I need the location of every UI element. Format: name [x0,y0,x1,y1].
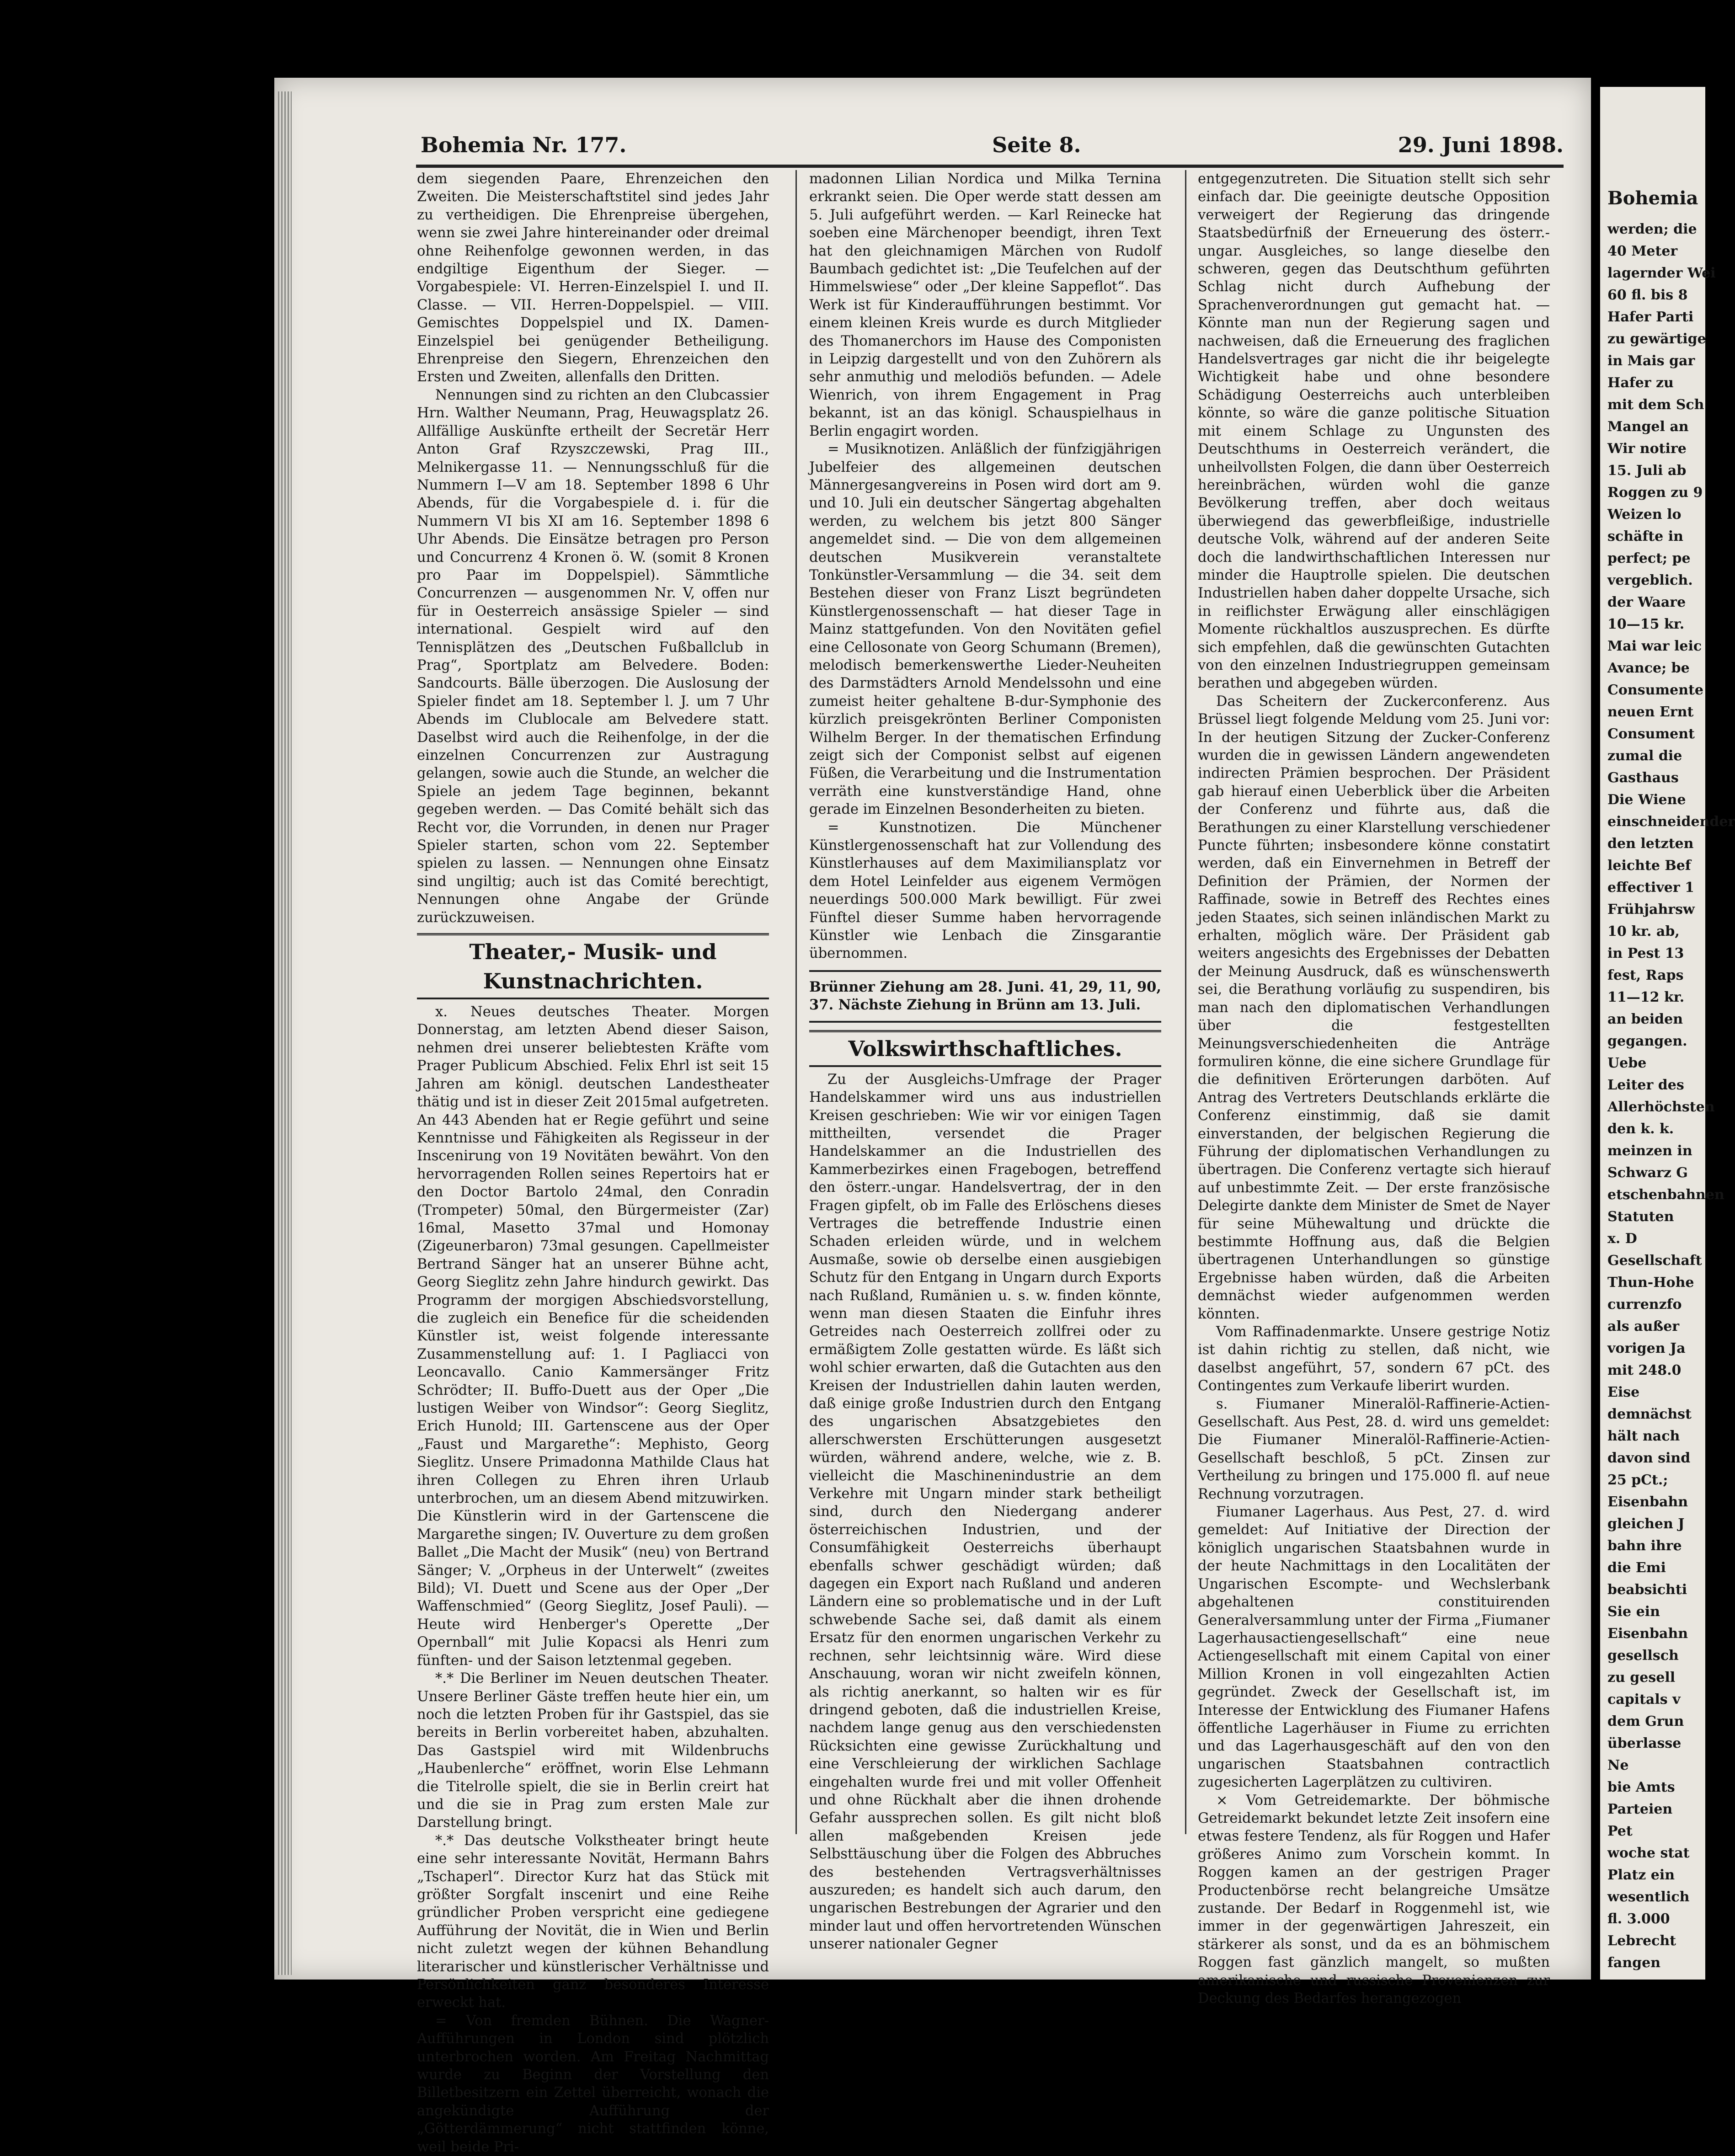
adjacent-page-line: werden; die [1607,221,1697,237]
adjacent-page-line: neuen Ernt [1607,704,1694,720]
adjacent-page-line: Gesellschaft [1607,1253,1702,1269]
adjacent-page-line: x. D [1607,1231,1637,1247]
adjacent-page-line: zu gesell [1607,1670,1676,1686]
article-berliner: *.* Die Berliner im Neuen deutschen Theater. Unsere Berliner Gäste treffen heute hier ein, um noch die letzten Proben für ihr Gastspiel, das sie bereits in Berlin vorbereitet haben, abzuhalten. Das Gastspiel wird mit Wildenbruchs „Haubenlerche“ eröffnet, worin Else Lehmann die Titelrolle spielt, die sie in Berlin creirt hat und die sie in Prag zum ersten Male zur Darstellung bringt. [417,1670,769,1831]
adjacent-page-line: Hafer Parti [1607,309,1694,325]
tennis-entries-text: Nennungen sind zu richten an den Clubcassier Hrn. Walther Neumann, Prag, Heuwagsplatz 26. Allfällige Auskünfte ertheilt der Secretär Herr Anton Graf Rzyszczewski, Prag III., Melnikergasse 11. — Nennungsschluß für die Nummern I—V am 18. September 1898 6 Uhr Abends, für die Vorgabespiele d. i. für die Nummern VI bis XI am 16. September 1898 6 Uhr Abends. Die Einsätze betragen pro Person und Concurrenz 4 Kronen ö. W. (somit 8 Kronen pro Paar im Doppelspiel). Sämmtliche Concurrenzen — ausgenommen Nr. V, offen nur für in Oesterreich ansässige Spieler — sind international. Gespielt wird auf den Tennisplätzen des „Deutschen Fußballclub in Prag“, Sportplatz am Belvedere. Boden: Sandcourts. Bälle überzogen. Die Auslosung der Spieler findet am 18. September l. J. um 7 Uhr Abends im Clublocale am Belvedere statt. Daselbst wird auch die Reihenfolge, in der die einzelnen Concurrenzen zur Austragung gelangen, sowie auch die Stunde, an welcher die Spiele an jedem Tage beginnen, bekannt gegeben werden. — Das Comité behält sich das Recht vor, die Vorrunden, in denen nur Prager Spieler starten, schon vom 22. September spielen zu lassen. — Nennungen ohne Einsatz sind ungiltig; auch ist das Comité berechtigt, Nennungen ohne Angabe der Gründe zurückzuweisen. [417,387,769,926]
article-musiknotizen: = Musiknotizen. Anläßlich der fünfzigjährigen Jubelfeier des allgemeinen deutschen Männergesangvereins in Posen wird dort am 9. und 10. Juli ein deutscher Sängertag abgehalten werden, zu welchem bis jetzt 800 Sänger angemeldet sind. — Die von dem allgemeinen deutschen Musikverein veranstaltete Tonkünstler-Versammlung — die 34. seit dem Bestehen dieser von Franz Liszt begründeten Künstlergenossenschaft — hat dieser Tage in Mainz stattgefunden. Von den Novitäten gefiel eine Cellosonate von Georg Schumann (Bremen), melodisch bemerkenswerthe Lieder-Neuheiten des Darmstädters Arnold Mendelssohn und eine zumeist heiter gehaltene B-dur-Symphonie des kürzlich preisgekrönten Berliner Componisten Wilhelm Berger. In der thematischen Erfindung zeigt sich der Componist selbst auf eigenen Füßen, die Verarbeitung und die Instrumentation verräth eine kunstverständige Hand, ohne gerade im Einzelnen Besonderheiten zu bieten. [809,441,1161,818]
article-raffinadenmarkt: Vom Raffinadenmarkte. Unsere gestrige Notiz ist dahin richtig zu stellen, daß nicht, wie daselbst angeführt, 57, sondern 67 pCt. des Contingentes zum Verkaufe liberirt wurden. [1198,1324,1550,1394]
adjacent-page-line: Thun-Hohe [1607,1275,1694,1291]
adjacent-page-line: Gasthaus [1607,770,1679,786]
adjacent-page-line: wesentlich [1607,1889,1690,1905]
adjacent-page-line: lagernder Wei [1607,265,1716,281]
adjacent-page-lines [1600,219,1735,1974]
adjacent-page-line: Weizen lo [1607,507,1682,523]
lottery-notice: Brünner Ziehung am 28. Juni. 41, 29, 11, 90, 37. Nächste Ziehung in Brünn am 13. Juli. [809,970,1161,1023]
adjacent-page-line: Avance; be [1607,660,1690,676]
adjacent-page-line: Consumente [1607,682,1703,698]
adjacent-page-line: gesellsch [1607,1648,1679,1664]
article-fremde-buehnen: = Von fremden Bühnen. Die Wagner-Aufführungen in London sind plötzlich unterbrochen worden. Am Freitag Nachmittag wurde zu Beginn der Vorstellung den Billetbesitzern ein Zettel überreicht, wonach die angekündigte Aufführung der „Götterdämmerung“ nicht stattfinden könne, weil beide Pri- [417,2012,769,2155]
adjacent-page-line: in Pest 13 [1607,945,1684,961]
article-lagerhaus: Fiumaner Lagerhaus. Aus Pest, 27. d. wird gemeldet: Auf Initiative der Direction der königlich ungarischen Staatsbahnen wurde in der heute Nachmittags in den Localitäten der Ungarischen Escompte- und Wechslerbank abgehaltenen constituirenden Generalversammlung unter der Firma „Fiumaner Lagerhausactiengesellschaft“ eine neue Actiengesellschaft mit einem Capital von einer Million Kronen in voll eingezahlten Actien gegründet. Zweck der Gesellschaft ist, im Interesse der Entwicklung des Fiumaner Hafens öffentliche Lagerhäuser in Fiume zu errichten und das Lagerhausgeschäft auf den von den ungarischen Staatsbahnen contractlich zugesicherten Lagerplätzen zu cultiviren. [1198,1504,1550,1791]
section-title-economy: Volkswirthschaftliches. [809,1030,1161,1067]
adjacent-page-line: Leiter des [1607,1077,1684,1093]
column-rule-2 [1185,170,1186,1834]
adjacent-page-line: zumal die [1607,748,1682,764]
adjacent-page-line: gleichen J [1607,1516,1685,1532]
adjacent-page-line: mit dem Sch [1607,397,1704,413]
adjacent-page-line: Ne [1607,1757,1629,1773]
adjacent-page-line: Mai war leic [1607,638,1702,654]
adjacent-page-line: capitals v [1607,1692,1681,1708]
adjacent-page-line: etschenbahnen [1607,1187,1724,1203]
header-center: Seite 8. [992,133,1081,157]
adjacent-page-line: Consument [1607,726,1695,742]
header-rule [416,165,1564,168]
adjacent-page-line: davon sind [1607,1450,1691,1466]
adjacent-page-line: hält nach [1607,1428,1680,1444]
column-3 [1198,170,1550,2007]
adjacent-page-line: schäfte in [1607,528,1683,544]
adjacent-page-line: den letzten [1607,836,1694,852]
adjacent-page-line: der Waare [1607,594,1686,610]
article-ausgleich: Zu der Ausgleichs-Umfrage der Prager Handelskammer wird uns aus industriellen Kreisen geschrieben: Wie wir vor einigen Tagen mittheilten, versendet die Prager Handelskammer an die Industriellen des Kammerbezirkes einen Fragebogen, betreffend den österr.-ungar. Handelsvertrag, der in den Fragen gipfelt, ob im Falle des Erlöschens dieses Vertrages die betreffende Industrie einen Schaden erleiden würde, und in welchem Ausmaße, sowie ob derselbe einen ausgiebigen Schutz für den Entgang in Ungarn durch Exports nach Rußland, Rumänien u. s. w. finden könnte, wenn man diesen Staaten die Einfuhr ihres Getreides nach Oesterreich zollfrei oder zu ermäßigtem Zolle gestatten würde. Es läßt sich wohl schier erwarten, daß die Gutachten aus den Kreisen der Industriellen dahin lauten werden, daß einige große Industrien durch den Entgang des ungarischen Absatzgebietes den allerschwersten Erschütterungen ausgesetzt würden, während andere, welche, wie z. B. vielleicht die Maschinenindustrie an dem Verkehre mit Ungarn minder stark betheiligt sind, durch den Niedergang anderer österreichischen Industrien, und der Consumfähigkeit Oesterreichs überhaupt ebenfalls schwer geschädigt würden; daß dagegen ein Export nach Rußland und anderen Ländern eine so problematische und in der Luft schwebende Sache sei, daß damit als einem Ersatz für den enormen ungarischen Verkehr zu rechnen, sehr leichtsinnig wäre. Wird diese Anschauung, woran wir nicht zweifeln können, als richtig anerkannt, so halten wir es für dringend geboten, daß die industriellen Kreise, nachdem lange genug aus den verschiedensten Rücksichten eine gewisse Zurückhaltung und eine Verschleierung der wirklichen Sachlage eingehalten wurde frei und mit voller Offenheit und ohne Rückhalt aber die ihnen drohende Gefahr aussprechen sollen. Es gilt nicht bloß allen maßgebenden Kreisen jede Selbsttäuschung über die Folgen des Abbruches des bestehenden Vertragsverhältnisses auszureden; es handelt sich auch darum, den ungarischen Bestrebungen der Agrarier und den minder laut und offen hervortretenden Wünschen unserer nationaler Gegner [809,1071,1161,1953]
adjacent-page-line: 10 kr. ab, [1607,923,1680,939]
adjacent-page-line: vorigen Ja [1607,1340,1686,1356]
column-1 [417,170,769,2155]
adjacent-page-line: als außer [1607,1318,1680,1334]
adjacent-page-line: 40 Meter [1607,243,1678,259]
adjacent-page-line: gegangen. [1607,1033,1687,1049]
adjacent-page-line: Schwarz G [1607,1165,1688,1181]
section-title-theater: Theater,- Musik- und Kunstnachrichten. [417,933,769,999]
header-left: Bohemia Nr. 177. [421,133,627,157]
adjacent-page-line: 11—12 kr. [1607,989,1685,1005]
adjacent-page-line: perfect; pe [1607,550,1691,566]
adjacent-page-line: currenzfo [1607,1297,1682,1313]
adjacent-page-line: 60 fl. bis 8 [1607,287,1688,303]
adjacent-page-header: Bohemia [1607,187,1698,209]
page-stack-edge [278,91,292,1975]
adjacent-page-line: vergeblich. [1607,572,1693,588]
adjacent-page-line: effectiver 1 [1607,880,1694,896]
page-header [421,133,1564,165]
adjacent-page-line: meinzen in [1607,1143,1692,1159]
adjacent-page-line: fangen [1607,1955,1661,1971]
adjacent-page-line: Statuten [1607,1209,1674,1225]
adjacent-page-line: bie Amts [1607,1779,1675,1795]
article-zuckerconferenz: Das Scheitern der Zuckerconferenz. Aus Brüssel liegt folgende Meldung vom 25. Juni vor: In der heutigen Sitzung der Zucker-Conferenz wurden die in gewissen Ländern angewendeten indirecten Prämien besprochen. Der Präsident gab hierauf einen Ueberblick über die Arbeiten der Conferenz und führte aus, daß die Berathungen zu einer Klarstellung verschiedener Puncte führten; insbesondere könne constatirt werden, daß ein Einvernehmen in Betreff der Definition der Prämien, der Normen der Raffinade, sowie in Betreff des Rechtes eines jeden Staates, sich seinen inländischen Markt zu erhalten, möglich wäre. Der Präsident gab weiters angesichts des Ergebnisses der Debatten der Meinung Ausdruck, daß es wünschenswerth sei, die Berathung vorläufig zu suspendiren, bis man nach den diplomatischen Verhandlungen über die festgestellten Meinungsverschiedenheiten die Anträge formuliren könne, die eine sichere Grundlage für die definitiven Erörterungen darböten. Auf Antrag des Vertreters Deutschlands erklärte die Conferenz einstimmig, daß sie damit einverstanden, der belgischen Regierung die Führung der diplomatischen Verhandlungen zu übertragen. Die Conferenz vertagte sich hierauf auf unbestimmte Zeit. — Der erste französische Delegirte dankte dem Minister de Smet de Nayer für seine Mühewaltung und drückte die bestimmte Hoffnung aus, daß die Belgien übertragenen Unterhandlungen so günstige Ergebnisse haben würden, daß die Arbeiten demnächst wieder aufgenommen werden könnten. [1198,693,1550,1322]
adjacent-page-line: Eisenbahn [1607,1494,1688,1510]
adjacent-page-line: Die Wiene [1607,792,1686,808]
adjacent-page-line: Allerhöchsten [1607,1099,1715,1115]
adjacent-page-line: 25 pCt.; [1607,1472,1668,1488]
adjacent-page-line: Lebrecht [1607,1933,1676,1949]
adjacent-page-line: an beiden [1607,1011,1683,1027]
adjacent-page-line: beabsichti [1607,1582,1687,1598]
adjacent-page [1600,87,1735,1980]
article-getreidemarkt: × Vom Getreidemarkte. Der böhmische Getreidemarkt bekundet letzte Zeit insofern eine etwas festere Tendenz, als für Roggen und Hafer größeres Animo zum Vorschein kommt. In Roggen kamen an der gestrigen Prager Productenbörse recht belangreiche Umsätze zustande. Der Bedarf in Roggenmehl ist, wie immer in der gegenwärtigen Jahreszeit, ein stärkerer als sonst, und da es an böhmischem Roggen fast gänzlich mangelt, so mußten amerikanische und russische Provenienzen zur Deckung des Bedarfes herangezogen [1198,1792,1550,2007]
article-volkstheater: *.* Das deutsche Volkstheater bringt heute eine sehr interessante Novität, Hermann Bahrs „Tschaperl“. Director Kurz hat das Stück mit größter Sorgfalt inscenirt und eine Reihe gründlicher Proben verspricht eine gediegene Aufführung der Novität, die in Wien und Berlin nicht zuletzt wegen der kühnen Behandlung literarischer und künstlerischer Verhältnisse und Persönlichkeiten ganz besonderes Interesse erweckt hat. [417,1832,769,2011]
article-neues-theater: x. Neues deutsches Theater. Morgen Donnerstag, am letzten Abend dieser Saison, nehmen drei unserer beliebtesten Kräfte vom Prager Publicum Abschied. Felix Ehrl ist seit 15 Jahren am königl. deutschen Landestheater thätig und ist in dieser Zeit 2015mal aufgetreten. An 443 Abenden hat er Regie geführt und seine Kenntnisse und Fähigkeiten als Regisseur in der Inscenirung von 19 Novitäten bewährt. Von den hervorragenden Rollen seines Repertoirs hat er den Doctor Bartolo 24mal, den Conradin (Trompeter) 50mal, den Bürgermeister (Zar) 16mal, Masetto 37mal und Homonay (Zigeunerbaron) 73mal gesungen. Capellmeister Bertrand Sänger hat an unserer Bühne acht, Georg Sieglitz zehn Jahre hindurch gewirkt. Das Programm der morgigen Abschiedsvorstellung, die zugleich ein Benefice für die scheidenden Künstler ist, weist folgende interessante Zusammenstellung auf: 1. I Pagliacci von Leoncavallo. Canio Kammersänger Fritz Schrödter; II. Buffo-Duett aus der Oper „Die lustigen Weiber von Windsor“: Georg Sieglitz, Erich Hunold; III. Gartenscene aus der Oper „Faust und Margarethe“: Mephisto, Georg Sieglitz. Unsere Primadonna Mathilde Claus hat ihren Collegen zu Ehren ihren Urlaub unterbrochen, um an diesem Abend mitzuwirken. Die Künstlerin wird in der Gartenscene die Margarethe singen; IV. Ouverture zu dem großen Ballet „Die Macht der Musik“ (neu) von Bertrand Sänger; V. „Orpheus in der Unterwelt“ (zweites Bild); VI. Duett und Scene aus der Oper „Der Waffenschmied“ (Georg Sieglitz, Josef Pauli). — Heute wird Henberger's Operette „Der Opernball“ mit Julie Kopacsi als Henri zum fünften- und der Saison letztenmal gegeben. [417,1004,769,1669]
adjacent-page-line: leichte Bef [1607,858,1691,874]
adjacent-page-line: Parteien [1607,1801,1673,1817]
adjacent-page-line: 10—15 kr. [1607,616,1685,632]
adjacent-page-line: überlasse [1607,1735,1682,1751]
adjacent-page-line: fl. 3.000 [1607,1911,1670,1927]
column-2 [809,170,1161,1953]
article-mineraloel: s. Fiumaner Mineralöl-Raffinerie-Actien-Gesellschaft. Aus Pest, 28. d. wird uns gemeldet: Die Fiumaner Mineralöl-Raffinerie-Actien-Gesellschaft beschloß, 5 pCt. Zinsen zur Vertheilung zu bringen und 175.000 fl. auf neue Rechnung vorzutragen. [1198,1396,1550,1502]
adjacent-page-line: in Mais gar [1607,353,1695,369]
adjacent-page-line: Pet [1607,1823,1633,1839]
adjacent-page-line: Uebe [1607,1055,1647,1071]
article-opera-continued: madonnen Lilian Nordica und Milka Ternina erkrankt seien. Die Oper werde statt dessen am 5. Juli aufgeführt werden. — Karl Reinecke hat soeben eine Märchenoper beendigt, ihren Text hat den gleichnamigen Märchen von Rudolf Baumbach gedichtet ist: „Die Teufelchen auf der Himmelswiese“ oder „Der kleine Sappeflot“. Das Werk ist für Kinderaufführungen bestimmt. Vor einem kleinen Kreis wurde es durch Mitglieder des Thomanerchors im Hause des Componisten in Leipzig dargestellt und von den Zuhörern als sehr anmuthig und melodiös befunden. — Adele Wienrich, von ihrem Engagement in Prag bekannt, ist an das königl. Schauspielhaus in Berlin engagirt worden. [809,171,1161,439]
adjacent-page-line: Roggen zu 9 [1607,485,1703,501]
adjacent-page-line: 15. Juli ab [1607,463,1687,479]
adjacent-page-line: zu gewärtige [1607,331,1706,347]
adjacent-page-line: dem Grun [1607,1713,1684,1729]
adjacent-page-line: Sie ein [1607,1604,1660,1620]
adjacent-page-line: einschneidender [1607,814,1735,830]
adjacent-page-line: mit 248.0 [1607,1362,1682,1378]
adjacent-page-line: Eisenbahn [1607,1626,1688,1642]
adjacent-page-line: Hafer zu [1607,375,1674,391]
adjacent-page-line: bahn ihre [1607,1538,1682,1554]
article-ausgleich-continued: entgegenzutreten. Die Situation stellt sich sehr einfach dar. Die geeinigte deutsche Opposition verweigert der Regierung das dringende Staatsbedürfniß der Erneuerung des österr.-ungar. Ausgleiches, so lange dieselbe den schweren, gegen das Deutschthum geführten Schlag nicht durch Aufhebung der Sprachenverordnungen gut gemacht hat. — Könnte man nun der Regierung sagen und nachweisen, daß die Erneuerung des fraglichen Handelsvertrages gar nicht die ihr beigelegte Wichtigkeit habe und ohne besondere Schädigung Oesterreichs auch unterbleiben könnte, so wäre die ganze politische Situation mit einem Schlage zu Ungunsten des Deutschthums in Oesterreich verändert, die unheilvollsten Folgen, die dann über Oesterreich hereinbrächen, würden wohl die ganze Bevölkerung treffen, aber doch weitaus überwiegend das gewerbfleißige, industrielle deutsche Volk, während auf der anderen Seite doch die landwirthschaftlichen Interessen nur minder die Hauptrolle spielen. Die deutschen Industriellen haben daher doppelte Ursache, sich in reiflichster Erwägung aller einschlägigen Momente rückhaltlos auszusprechen. Es dürfte sich empfehlen, daß die gewünschten Gutachten von den einzelnen Industriegruppen gemeinsam berathen und abgegeben würden. [1198,171,1550,692]
adjacent-page-line: den k. k. [1607,1121,1674,1137]
adjacent-page-line: woche stat [1607,1845,1690,1861]
adjacent-page-line: demnächst [1607,1406,1692,1422]
adjacent-page-line: fest, Raps [1607,967,1684,983]
adjacent-page-line: die Emi [1607,1560,1666,1576]
adjacent-page-line: Eise [1607,1384,1640,1400]
adjacent-page-line: Frühjahrsw [1607,902,1695,918]
header-right: 29. Juni 1898. [1398,133,1564,157]
adjacent-page-line: Mangel an [1607,419,1689,435]
tennis-rules-text: dem siegenden Paare, Ehrenzeichen den Zweiten. Die Meisterschaftstitel sind jedes Jahr zu vertheidigen. Die Ehrenpreise übergehen, wenn sie zwei Jahre hintereinander oder dreimal ohne Reihenfolge gewonnen werden, in das endgiltige Eigenthum der Sieger. — Vorgabespiele: VI. Herren-Einzelspiel I. und II. Classe. — VII. Herren-Doppelspiel. — VIII. Gemischtes Doppelspiel und IX. Damen-Einzelspiel bei genügender Betheiligung. Ehrenpreise den Siegern, Ehrenzeichen den Ersten und Zweiten, allenfalls den Dritten. [417,171,769,385]
article-kunstnotizen: = Kunstnotizen. Die Münchener Künstlergenossenschaft hat zur Vollendung des Künstlerhauses auf dem Maximiliansplatz vor dem Hotel Leinfelder aus eigenem Vermögen neuerdings 500.000 Mark bewilligt. Für zwei Fünftel dieser Summe haben hervorragende Künstler wie Lenbach die Zinsgarantie übernommen. [809,819,1161,962]
column-rule-1 [795,170,797,1834]
adjacent-page-line: Platz ein [1607,1867,1675,1883]
adjacent-page-line: Wir notire [1607,441,1687,457]
